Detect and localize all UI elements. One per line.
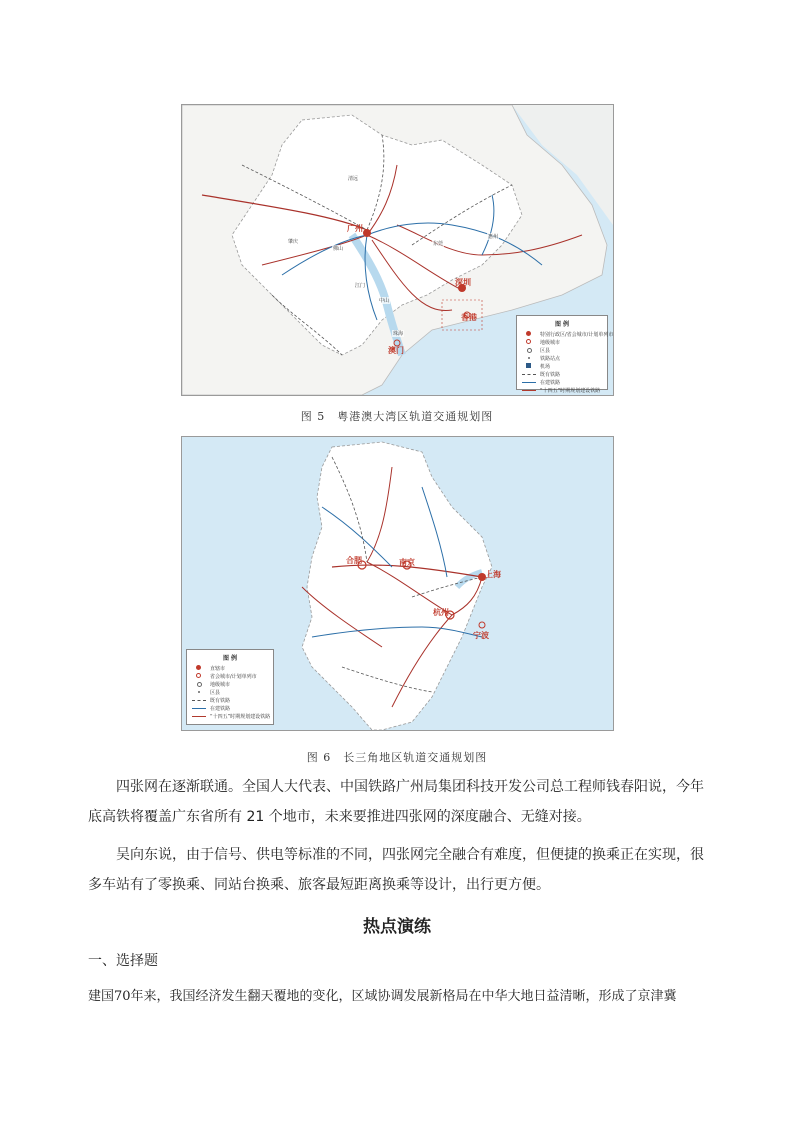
map-label-macau: 澳门: [388, 346, 404, 355]
map-label-qingyuan: 清远: [348, 176, 359, 182]
legend-item: 省会城市/计划单列市: [192, 672, 268, 680]
subsection-title: 一、选择题: [88, 953, 158, 969]
county-icon: [522, 347, 536, 353]
paragraph-transfer: 吴向东说，由于信号、供电等标准的不同，四张网完全融合有难度，但便捷的换乘正在实现，很多车站有了零换乘、同站台换乘、旅客最短距离换乘等设计，出行更方便。: [88, 847, 704, 893]
under-construction-rail-icon: [522, 379, 536, 385]
station-icon: [522, 355, 536, 361]
section-title: 热点演练: [363, 917, 431, 937]
map-label-guangzhou: 广州: [347, 224, 363, 233]
map-label-zhongshan: 中山: [379, 298, 390, 304]
legend-item: 在建铁路: [522, 378, 602, 386]
planned-rail-icon: [192, 713, 206, 719]
map-label-foshan: 佛山: [333, 246, 344, 252]
map-label-shanghai: 上海: [485, 570, 501, 579]
map-label-shenzhen: 深圳: [455, 278, 471, 287]
legend-item: 直辖市: [192, 664, 268, 672]
legend-item: “十四五”时期规划建设铁路: [522, 386, 602, 394]
map-label-hongkong: 香港: [461, 313, 477, 322]
legend-item: 地级城市: [522, 338, 602, 346]
airport-icon: [522, 363, 536, 369]
provincial-capital-icon: [192, 673, 206, 679]
map-label-hefei: 合肥: [346, 556, 362, 565]
prefecture-city-icon: [192, 681, 206, 687]
map-figure-5: [181, 104, 614, 396]
legend-item: 区县: [192, 688, 268, 696]
legend-item: 既有铁路: [522, 370, 602, 378]
legend-title: 图 例: [554, 321, 570, 328]
map-label-ningbo: 宁波: [473, 631, 489, 640]
legend-item: 区县: [522, 346, 602, 354]
special-city-icon: [522, 331, 536, 337]
legend-item: 在建铁路: [192, 704, 268, 712]
map-label-dongguan: 东莞: [433, 241, 444, 247]
legend-item: 既有铁路: [192, 696, 268, 704]
map-label-zhaoqing: 肇庆: [288, 239, 299, 245]
figure-5-caption: 图 5 粤港澳大湾区轨道交通规划图: [300, 410, 494, 423]
legend-item: 铁路站点: [522, 354, 602, 362]
municipality-icon: [192, 665, 206, 671]
map-6-legend: [186, 649, 274, 725]
map-label-zhuhai: 珠海: [393, 331, 404, 337]
planned-rail-icon: [522, 387, 536, 393]
map-figure-6: [181, 436, 614, 731]
existing-rail-icon: [192, 697, 206, 703]
under-construction-rail-icon: [192, 705, 206, 711]
map-5-legend: [516, 315, 614, 394]
legend-item: “十四五”时期规划建设铁路: [192, 712, 268, 720]
map-label-jiangmen: 江门: [355, 283, 366, 289]
prefecture-city-icon: [522, 339, 536, 345]
legend-item: 特别行政区/省会城市/计划单列市: [522, 330, 602, 338]
map-label-hangzhou: 杭州: [433, 608, 449, 617]
legend-item: 地级城市: [192, 680, 268, 688]
figure-6-caption: 图 6 长三角地区轨道交通规划图: [306, 751, 488, 764]
map-label-nanjing: 南京: [399, 558, 415, 567]
legend-title: 图 例: [222, 655, 238, 662]
paragraph-network-connection: 四张网在逐渐联通。全国人大代表、中国铁路广州局集团科技开发公司总工程师钱春阳说，今年底高铁将覆盖广东省所有 21 个地市，未来要推进四张网的深度融合、无缝对接。: [88, 779, 704, 825]
legend-item: 机场: [522, 362, 602, 370]
county-icon: [192, 689, 206, 695]
existing-rail-icon: [522, 371, 536, 377]
question-text: 建国70年来，我国经济发生翻天覆地的变化，区域协调发展新格局在中华大地日益清晰，形成了京津冀: [88, 989, 677, 1004]
map-label-huizhou: 惠州: [488, 234, 499, 240]
